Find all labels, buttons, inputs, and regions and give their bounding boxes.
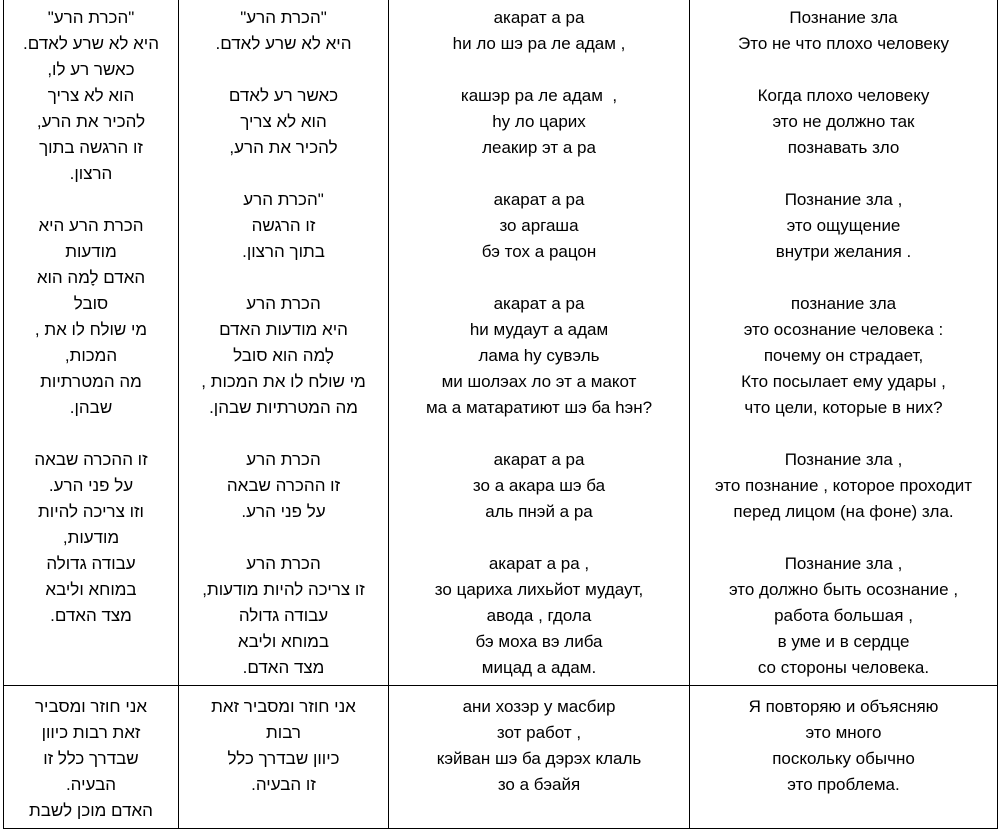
text-line: כאשר רע לאדם [228,86,339,105]
text-line: аль пнэй а ра [485,502,593,521]
text-line: מה המטרתיות שבהן. [209,398,358,417]
text-line: אני חוזר ומסביר זאת [211,697,356,716]
translation-table [3,0,998,829]
text-line: hи мудаут а адам [469,320,609,339]
text-line: зо цариха лихьйот мудаут, [434,580,644,599]
text-line: ма а матаратиют шэ ба hэн? [425,398,653,417]
text-line [690,421,997,447]
text-line: אני חוזר ומסביר [34,697,148,716]
text-line [389,265,689,291]
text-line [179,57,388,83]
text-line: Это не что плохо человеку [738,34,949,53]
text-line: почему он страдает, [763,346,924,365]
russian-cell [690,686,998,829]
text-line: "הכרת הרע" [240,8,327,27]
text-line: "הכרת הרע" [47,8,135,27]
text-line: это проблема. [787,775,900,794]
text-line: שבדרך כלל זו [43,749,139,768]
text-line: ани хозэр у масбир [462,697,616,716]
text-line: мицад а адам. [481,658,597,677]
text-line: הכרת הרע [246,450,321,469]
text-line [179,265,388,291]
text-line: Я повторяю и объясняю [748,697,939,716]
text-line: זאת רבות כיוון [41,723,141,742]
text-line: Познание зла , [784,450,903,469]
text-line: бэ моха вэ либа [475,632,603,651]
text-line: זו ההכרה שבאה [34,450,148,469]
text-line: מי שולח לו את המכות , [201,372,366,391]
text-line: зот работ , [496,723,582,742]
text-line [4,187,178,213]
hebrew-long-cell [4,0,179,686]
text-line: זו ההכרה שבאה [226,476,341,495]
text-line: זו הבעיה. [251,775,316,794]
text-line: работа большая , [774,606,913,625]
text-line: hи ло шэ ра ле адам , [452,34,626,53]
text-line: "הכרת הרע [243,190,324,209]
text-line: зо а акара шэ ба [472,476,606,495]
text-line: הכרת הרע [246,554,321,573]
hebrew-long-cell [4,686,179,829]
text-line: hу ло царих [492,112,586,131]
hebrew-short-cell [179,686,389,829]
text-line: познание зла [790,294,897,313]
text-line [690,525,997,551]
text-line: בתוך הרצון. [242,242,325,261]
text-line: леакир эт а ра [482,138,596,157]
text-line: Кто посылает ему удары , [741,372,946,391]
text-line: הכרת הרע [246,294,321,313]
text-line [690,161,997,187]
transliteration-cell [389,686,690,829]
text-line: וזו צריכה להיות [38,502,144,521]
text-line: акарат а ра [493,190,585,209]
text-line: סובל [73,294,109,313]
text-line: это ощущение [786,216,901,235]
text-line: авода , гдола [486,606,592,625]
text-line: היא לא שרע לאדם. [215,34,352,53]
text-line: רבות [266,723,301,742]
text-line: במוחא וליבא [237,632,330,651]
text-line: кашэр ра ле адам , [460,86,618,105]
text-line: מודעות, [62,528,120,547]
text-line: זו צריכה להיות מודעות, [202,580,365,599]
text-line: זו הרגשה [251,216,316,235]
text-line: со стороны человека. [757,658,930,677]
text-line: кэйван шэ ба дэрэх клаль [436,749,642,768]
text-line: להכיר את הרע, [36,112,146,131]
text-line: במוחא וליבא [45,580,137,599]
text-line: бэ тох а рацон [481,242,597,261]
text-line: Познание зла , [784,554,903,573]
text-line: что цели, которые в них? [744,398,943,417]
text-line [389,57,689,83]
text-line: שבהן. [69,398,113,417]
text-line: ми шолэах ло эт а макот [441,372,637,391]
text-line [179,525,388,551]
text-line [690,265,997,291]
text-line: היא לא שרע לאדם. [23,34,159,53]
text-line: перед лицом (на фоне) зла. [733,502,954,521]
text-line: הבעיה. [65,775,117,794]
table-row [4,0,998,686]
text-line: מודעות [65,242,117,261]
text-line: зо а бэайя [497,775,581,794]
text-line: עבודה גדולה [238,606,329,625]
text-line: Когда плохо человеку [757,86,930,105]
text-line: מי שולח לו את , [34,320,148,339]
text-line: מה המטרתיות [40,372,142,391]
text-line: это познание , которое проходит [714,476,973,495]
text-line: это должно быть осознание , [728,580,959,599]
text-line: האדם לָמה הוא [36,268,146,287]
text-line: зо аргаша [499,216,579,235]
text-line: это много [805,723,882,742]
text-line: это не должно так [772,112,915,131]
text-line [389,161,689,187]
text-line: акарат а ра [493,450,585,469]
hebrew-short-cell [179,0,389,686]
text-line: акарат а ра , [488,554,590,573]
text-line: лама hу сувэль [478,346,600,365]
text-line: מצד האדם. [242,658,325,677]
russian-cell [690,0,998,686]
text-line: מצד האדם. [50,606,132,625]
text-line [179,421,388,447]
transliteration-cell [389,0,690,686]
text-line: לָמה הוא סובל [233,346,334,365]
text-line [690,57,997,83]
text-line: האדם מוכן לשבת [29,801,153,820]
text-line: כיוון שבדרך כלל [227,749,340,768]
text-line: המכות, [64,346,118,365]
text-line: внутри желания . [775,242,912,261]
text-line: это осознание человека : [743,320,944,339]
text-line [179,161,388,187]
text-line: познавать зло [787,138,900,157]
text-line: акарат а ра [493,294,585,313]
text-line: עבודה גדולה [46,554,136,573]
text-line: Познание зла [789,8,898,27]
text-line: זו הרגשה בתוך [39,138,143,157]
text-line [389,525,689,551]
text-line: על פני הרע. [48,476,134,495]
text-line [4,421,178,447]
text-line: להכיר את הרע, [229,138,338,157]
text-line: הוא לא צריך [240,112,327,131]
table-row [4,686,998,829]
text-line: היא מודעות האדם [219,320,348,339]
text-line: акарат а ра [493,8,585,27]
text-line: על פני הרע. [241,502,326,521]
text-line [389,421,689,447]
text-line: Познание зла , [784,190,903,209]
text-line: в уме и в сердце [777,632,910,651]
text-line: поскольку обычно [772,749,915,768]
text-line: הוא לא צריך [47,86,135,105]
text-line: הרצון. [69,164,113,183]
text-line: כאשר רע לו, [47,60,135,79]
text-line: הכרת הרע היא [38,216,144,235]
